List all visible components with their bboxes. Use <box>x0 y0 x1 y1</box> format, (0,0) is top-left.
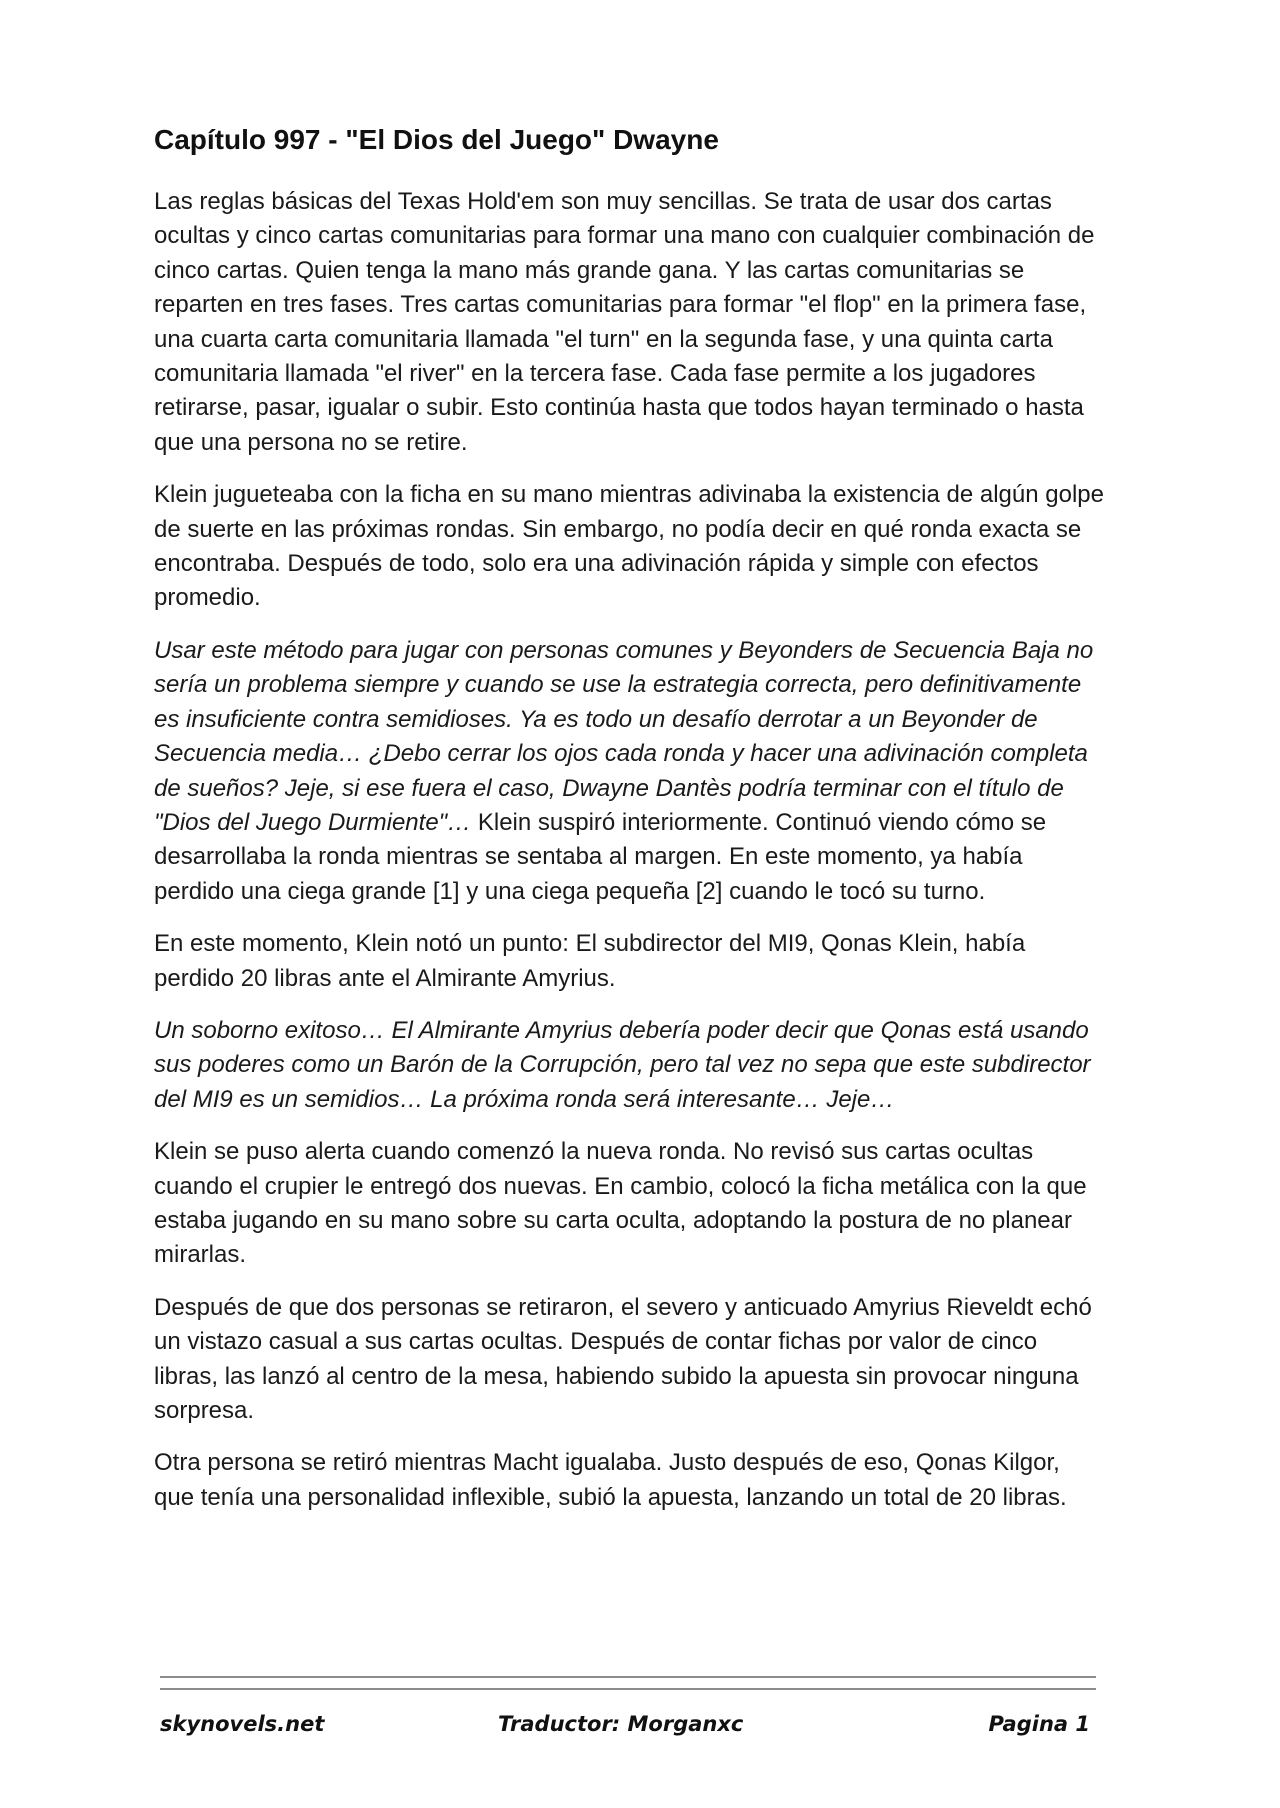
paragraph-qonas-lost: En este momento, Klein notó un punto: El subdirector del MI9, Qonas Klein, había perdido 20 libras ante el Almirante Amyrius. <box>154 930 1026 992</box>
inner-thought-text: Usar este método para jugar con personas comunes y Beyonders de Secuencia Baja no sería un problema siempre y cuando se use la estrategia correcta, pero definitivamente es insuficiente contra semidioses. Ya es todo un desafío derrotar a un Beyonder de Secuencia media… ¿Debo cerrar los ojos cada ronda y hacer una adivinación completa de sueños? Jeje, si ese fuera el caso, Dwayne Dantès podría terminar con el título de "Dios del Juego Durmiente"… <box>154 636 1094 836</box>
paragraph-amyrius-raise: Después de que dos personas se retiraron, el severo y anticuado Amyrius Rieveldt echó un vistazo casual a sus cartas ocultas. Después de contar fichas por valor de cinco libras, las lanzó al centro de la mesa, habiendo subido la apuesta sin provocar ninguna sorpresa. <box>154 1293 1092 1424</box>
paragraph-klein-chip: Klein jugueteaba con la ficha en su mano mientras adivinaba la existencia de algún golpe de suerte en las próximas rondas. Sin embargo, no podía decir en qué ronda exacta se encontraba. Después de todo, solo era una adivinación rápida y simple con efectos promedio. <box>154 481 1104 612</box>
narration-text: Klein suspiró interiormente. Continuó viendo cómo se desarrollaba la ronda mientras se sentaba al margen. En este momento, ya había perdido una ciega grande [1] y una ciega pequeña [2] cuando le tocó su turno. <box>154 808 1047 905</box>
footer-divider-bottom <box>160 1688 1096 1690</box>
chapter-content <box>154 122 1104 1533</box>
footer-site-link[interactable]: skynovels.net <box>160 1712 325 1736</box>
paragraph-qonas-raise: Otra persona se retiró mientras Macht igualaba. Justo después de eso, Qonas Kilgor, que tenía una personalidad inflexible, subió la apuesta, lanzando un total de 20 libras. <box>154 1449 1067 1511</box>
page-footer <box>160 1712 1090 1742</box>
footer-translator: Traductor: Morganxc <box>498 1712 744 1736</box>
inner-thought-text: Un soborno exitoso… El Almirante Amyrius debería poder decir que Qonas está usando sus poderes como un Barón de la Corrupción, pero tal vez no sepa que este subdirector del MI9 es un semidios… La próxima ronda será interesante… Jeje… <box>154 1016 1091 1113</box>
chapter-title: Capítulo 997 - "El Dios del Juego" Dwayne <box>154 124 719 155</box>
paragraph-thoughts-method <box>154 634 1104 909</box>
paragraph-thoughts-bribe <box>154 1014 1104 1117</box>
footer-page-number: Pagina 1 <box>988 1712 1090 1736</box>
paragraph-new-round: Klein se puso alerta cuando comenzó la nueva ronda. No revisó sus cartas ocultas cuando el crupier le entregó dos nuevas. En cambio, colocó la ficha metálica con la que estaba jugando en su mano sobre su carta oculta, adoptando la postura de no planear mirarlas. <box>154 1138 1087 1269</box>
footer-divider-top <box>160 1676 1096 1678</box>
paragraph-rules: Las reglas básicas del Texas Hold'em son muy sencillas. Se trata de usar dos cartas ocultas y cinco cartas comunitarias para formar una mano con cualquier combinación de cinco cartas. Quien tenga la mano más grande gana. Y las cartas comunitarias se reparten en tres fases. Tres cartas comunitarias para formar "el flop" en la primera fase, una cuarta carta comunitaria llamada "el turn" en la segunda fase, y una quinta carta comunitaria llamada "el river" en la tercera fase. Cada fase permite a los jugadores retirarse, pasar, igualar o subir. Esto continúa hasta que todos hayan terminado o hasta que una persona no se retire. <box>154 188 1095 456</box>
